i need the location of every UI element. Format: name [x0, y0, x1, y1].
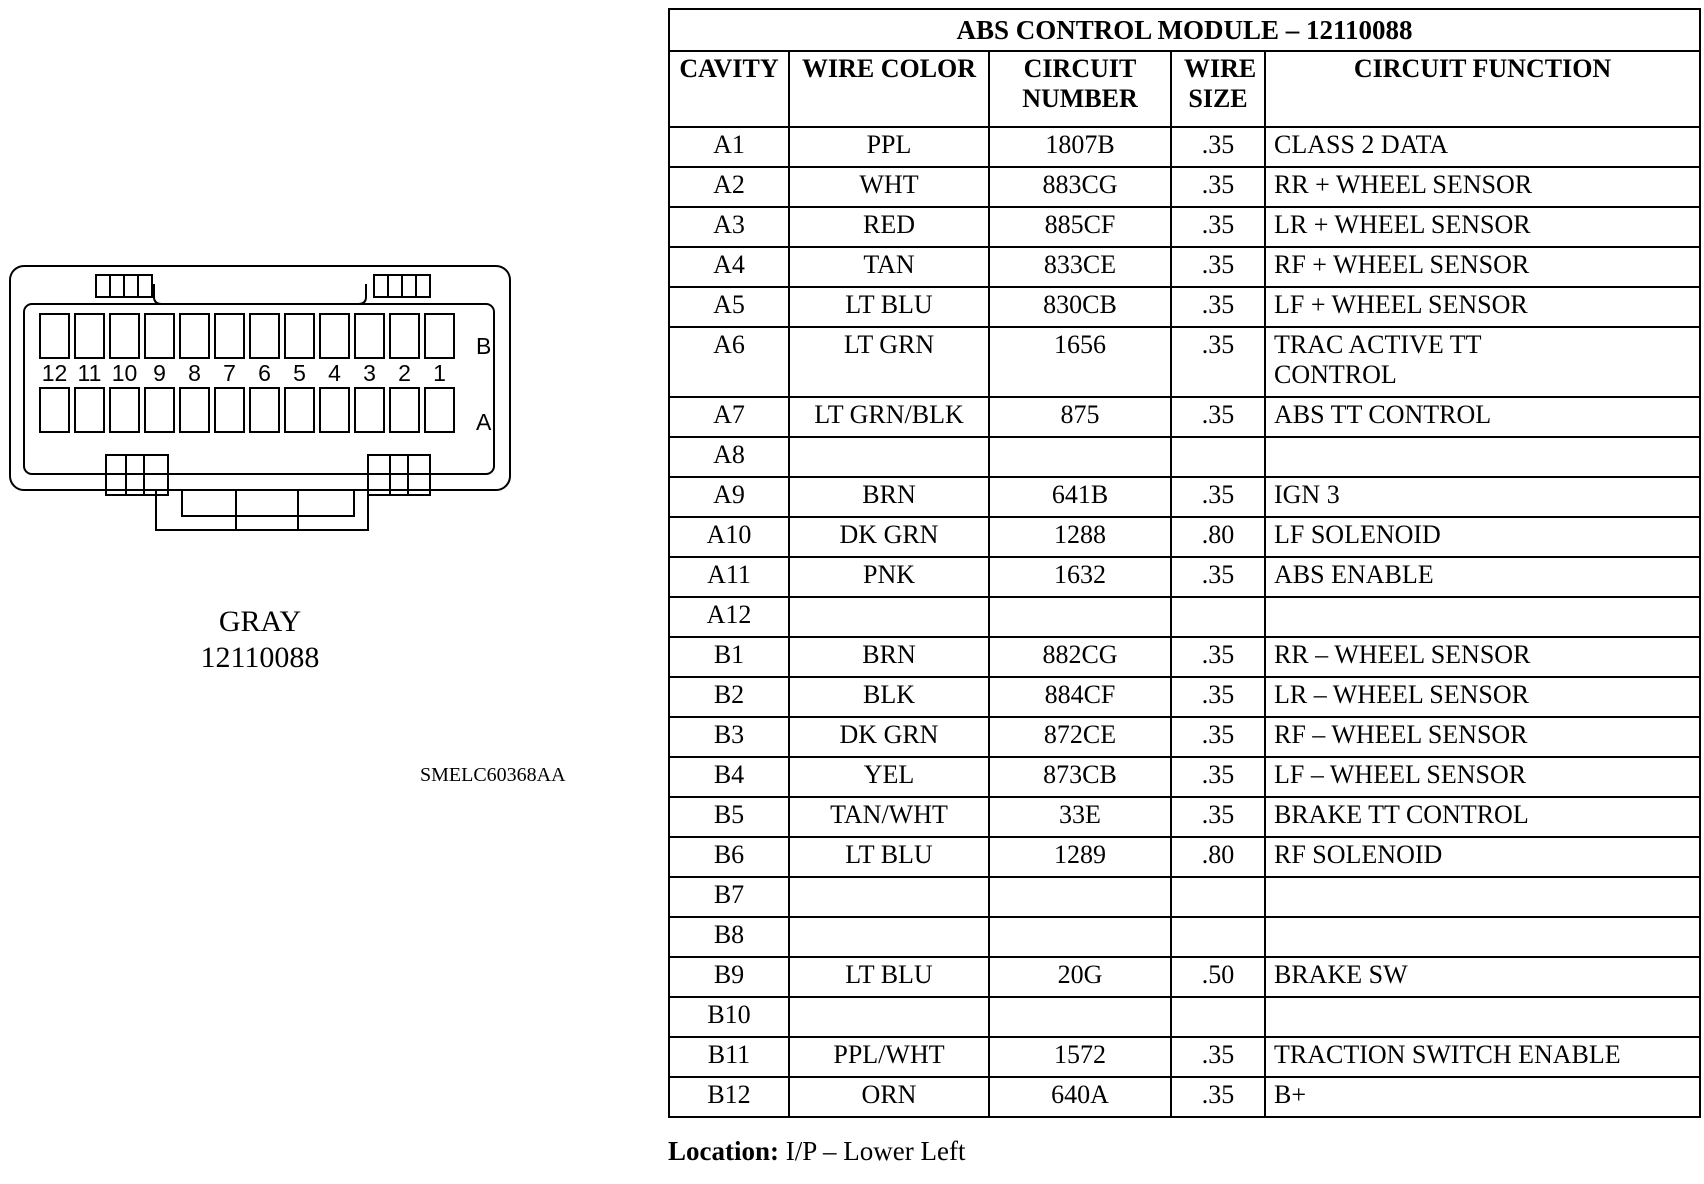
cavity-b	[390, 314, 419, 358]
wire-size-cell	[1171, 917, 1265, 957]
wire-size-cell: .35	[1171, 1077, 1265, 1117]
circuit-number-cell: 885CF	[989, 207, 1171, 247]
wire-color-cell: LT BLU	[789, 957, 989, 997]
wire-size-cell: .35	[1171, 207, 1265, 247]
cavity-cell: A3	[669, 207, 789, 247]
wire-size-cell: .35	[1171, 327, 1265, 397]
pin-number: 2	[398, 360, 411, 386]
circuit-function-cell: LF + WHEEL SENSOR	[1265, 287, 1700, 327]
circuit-function-cell: CLASS 2 DATA	[1265, 127, 1700, 167]
circuit-number-cell: 640A	[989, 1077, 1171, 1117]
circuit-number-cell	[989, 997, 1171, 1037]
circuit-number-cell: 830CB	[989, 287, 1171, 327]
wire-size-cell: .35	[1171, 677, 1265, 717]
cavity-cell: B10	[669, 997, 789, 1037]
header-circuit-number: CIRCUIT NUMBER	[989, 51, 1171, 127]
circuit-function-cell: ABS TT CONTROL	[1265, 397, 1700, 437]
circuit-function-cell: RF SOLENOID	[1265, 837, 1700, 877]
table-row	[669, 477, 1700, 517]
pin-number: 8	[188, 360, 201, 386]
cavity-cell: B3	[669, 717, 789, 757]
cavity-a	[180, 388, 209, 432]
cavity-cell: A11	[669, 557, 789, 597]
cavity-a	[145, 388, 174, 432]
table-row	[669, 837, 1700, 877]
wire-size-cell: .80	[1171, 517, 1265, 557]
connector-diagram	[6, 262, 518, 552]
cavity-b	[320, 314, 349, 358]
wire-color-cell: PNK	[789, 557, 989, 597]
pin-number: 3	[363, 360, 376, 386]
circuit-function-cell	[1265, 877, 1700, 917]
table-row	[669, 997, 1700, 1037]
connector-color: GRAY	[218, 605, 302, 638]
location-label: Location:	[668, 1136, 779, 1166]
circuit-function-cell: LF – WHEEL SENSOR	[1265, 757, 1700, 797]
wire-color-cell: TAN	[789, 247, 989, 287]
cavity-cell: A9	[669, 477, 789, 517]
pinout-table	[668, 8, 1701, 1118]
circuit-number-cell	[989, 877, 1171, 917]
pin-number: 5	[293, 360, 306, 386]
wire-size-cell: .35	[1171, 477, 1265, 517]
wire-color-cell: RED	[789, 207, 989, 247]
wire-size-cell: .35	[1171, 637, 1265, 677]
circuit-function-cell: LR – WHEEL SENSOR	[1265, 677, 1700, 717]
connector-face-drawing	[6, 262, 518, 552]
circuit-number-cell: 1289	[989, 837, 1171, 877]
cavity-b	[40, 314, 69, 358]
cavity-cell: A6	[669, 327, 789, 397]
cavity-cell: B9	[669, 957, 789, 997]
wire-size-cell: .80	[1171, 837, 1265, 877]
wire-size-cell: .35	[1171, 127, 1265, 167]
cavity-b	[110, 314, 139, 358]
wire-size-cell: .35	[1171, 717, 1265, 757]
table-row	[669, 517, 1700, 557]
circuit-function-cell: LR + WHEEL SENSOR	[1265, 207, 1700, 247]
cavity-cell: B2	[669, 677, 789, 717]
circuit-number-cell	[989, 917, 1171, 957]
circuit-function-cell: TRACTION SWITCH ENABLE	[1265, 1037, 1700, 1077]
cavity-a	[250, 388, 279, 432]
cavity-cell: A10	[669, 517, 789, 557]
wire-color-cell: LT BLU	[789, 837, 989, 877]
header-cavity: CAVITY	[669, 51, 789, 127]
header-wire-color: WIRE COLOR	[789, 51, 989, 127]
cavity-a	[390, 388, 419, 432]
table-row	[669, 877, 1700, 917]
wire-size-cell: .35	[1171, 1037, 1265, 1077]
circuit-function-cell	[1265, 917, 1700, 957]
pin-number: 6	[258, 360, 271, 386]
cavity-a	[355, 388, 384, 432]
table-row	[669, 677, 1700, 717]
circuit-function-cell: RF + WHEEL SENSOR	[1265, 247, 1700, 287]
circuit-number-cell: 883CG	[989, 167, 1171, 207]
cavity-b	[250, 314, 279, 358]
circuit-number-cell: 884CF	[989, 677, 1171, 717]
header-row	[669, 51, 1700, 127]
circuit-function-cell: RR + WHEEL SENSOR	[1265, 167, 1700, 207]
table-row	[669, 1037, 1700, 1077]
wire-color-cell	[789, 917, 989, 957]
wire-size-cell: .35	[1171, 287, 1265, 327]
row-a-label: A	[476, 409, 492, 435]
pin-number: 11	[77, 360, 102, 386]
cavity-a	[425, 388, 454, 432]
circuit-function-cell: ABS ENABLE	[1265, 557, 1700, 597]
circuit-function-cell: BRAKE TT CONTROL	[1265, 797, 1700, 837]
table-row	[669, 917, 1700, 957]
circuit-number-cell: 833CE	[989, 247, 1171, 287]
cavity-cell: A5	[669, 287, 789, 327]
wire-color-cell: PPL	[789, 127, 989, 167]
table-title: ABS CONTROL MODULE – 12110088	[669, 9, 1700, 51]
table-row	[669, 397, 1700, 437]
circuit-number-cell: 1632	[989, 557, 1171, 597]
wire-size-cell	[1171, 997, 1265, 1037]
circuit-function-cell: LF SOLENOID	[1265, 517, 1700, 557]
circuit-function-cell	[1265, 997, 1700, 1037]
cavity-cell: A1	[669, 127, 789, 167]
circuit-number-cell: 641B	[989, 477, 1171, 517]
header-wire-size: WIRE SIZE	[1171, 51, 1265, 127]
wire-color-cell	[789, 877, 989, 917]
cavity-cell: B7	[669, 877, 789, 917]
pin-number: 1	[433, 360, 446, 386]
table-row	[669, 637, 1700, 677]
wire-color-cell	[789, 597, 989, 637]
cavity-b	[285, 314, 314, 358]
cavity-b	[215, 314, 244, 358]
circuit-number-cell: 875	[989, 397, 1171, 437]
cavity-cell: B12	[669, 1077, 789, 1117]
circuit-function-cell: B+	[1265, 1077, 1700, 1117]
wire-color-cell: LT GRN	[789, 327, 989, 397]
circuit-number-cell: 873CB	[989, 757, 1171, 797]
wire-size-cell	[1171, 437, 1265, 477]
circuit-function-cell: RF – WHEEL SENSOR	[1265, 717, 1700, 757]
row-b-label: B	[476, 333, 492, 359]
table-row	[669, 207, 1700, 247]
cavity-b	[355, 314, 384, 358]
table-row	[669, 957, 1700, 997]
wire-color-cell: PPL/WHT	[789, 1037, 989, 1077]
cavity-cell: B6	[669, 837, 789, 877]
wire-size-cell: .35	[1171, 757, 1265, 797]
table-row	[669, 327, 1700, 397]
wire-size-cell	[1171, 877, 1265, 917]
cavity-b	[145, 314, 174, 358]
reference-code: SMELC60368AA	[420, 764, 566, 786]
pin-number: 4	[328, 360, 341, 386]
wire-size-cell: .35	[1171, 167, 1265, 207]
wire-color-cell: LT GRN/BLK	[789, 397, 989, 437]
table-row	[669, 757, 1700, 797]
cavity-b	[425, 314, 454, 358]
wire-size-cell: .35	[1171, 797, 1265, 837]
circuit-number-cell: 882CG	[989, 637, 1171, 677]
cavity-b	[180, 314, 209, 358]
wire-color-cell: TAN/WHT	[789, 797, 989, 837]
circuit-number-cell: 33E	[989, 797, 1171, 837]
cavity-cell: A7	[669, 397, 789, 437]
header-circuit-function: CIRCUIT FUNCTION	[1265, 51, 1700, 127]
wire-color-cell: ORN	[789, 1077, 989, 1117]
table-row	[669, 247, 1700, 287]
table-row	[669, 557, 1700, 597]
location-note	[668, 1136, 965, 1167]
cavity-cell: B11	[669, 1037, 789, 1077]
circuit-function-cell: IGN 3	[1265, 477, 1700, 517]
pin-number: 9	[153, 360, 166, 386]
wire-size-cell: .35	[1171, 557, 1265, 597]
cavity-b	[75, 314, 104, 358]
cavity-a	[110, 388, 139, 432]
circuit-function-cell	[1265, 597, 1700, 637]
cavity-a	[320, 388, 349, 432]
cavity-a	[215, 388, 244, 432]
cavity-cell: A12	[669, 597, 789, 637]
circuit-function-cell: BRAKE SW	[1265, 957, 1700, 997]
cavity-cell: A8	[669, 437, 789, 477]
wire-size-cell: .35	[1171, 247, 1265, 287]
table-row	[669, 797, 1700, 837]
table-row	[669, 127, 1700, 167]
circuit-number-cell: 20G	[989, 957, 1171, 997]
wire-size-cell: .35	[1171, 397, 1265, 437]
pin-number: 7	[223, 360, 236, 386]
pin-number: 10	[111, 360, 138, 386]
circuit-number-cell: 1656	[989, 327, 1171, 397]
circuit-number-cell: 872CE	[989, 717, 1171, 757]
cavity-cell: A2	[669, 167, 789, 207]
wire-color-cell: DK GRN	[789, 517, 989, 557]
circuit-number-cell	[989, 437, 1171, 477]
cavity-cell: B8	[669, 917, 789, 957]
circuit-number-cell	[989, 597, 1171, 637]
connector-part-number: 12110088	[200, 641, 320, 674]
circuit-function-cell: RR – WHEEL SENSOR	[1265, 637, 1700, 677]
wire-color-cell: WHT	[789, 167, 989, 207]
table-row	[669, 167, 1700, 207]
wire-color-cell	[789, 997, 989, 1037]
wire-color-cell: LT BLU	[789, 287, 989, 327]
wire-size-cell: .50	[1171, 957, 1265, 997]
cavity-cell: B4	[669, 757, 789, 797]
circuit-number-cell: 1572	[989, 1037, 1171, 1077]
wire-color-cell	[789, 437, 989, 477]
table-row	[669, 437, 1700, 477]
location-value: I/P – Lower Left	[785, 1136, 966, 1166]
circuit-number-cell: 1807B	[989, 127, 1171, 167]
wire-color-cell: YEL	[789, 757, 989, 797]
cavity-a	[285, 388, 314, 432]
wire-size-cell	[1171, 597, 1265, 637]
cavity-cell: A4	[669, 247, 789, 287]
wire-color-cell: BLK	[789, 677, 989, 717]
circuit-number-cell: 1288	[989, 517, 1171, 557]
cavity-a	[40, 388, 69, 432]
circuit-function-cell: TRAC ACTIVE TT CONTROL	[1265, 327, 1700, 397]
table-row	[669, 1077, 1700, 1117]
table-row	[669, 717, 1700, 757]
pin-number: 12	[41, 360, 68, 386]
table-row	[669, 597, 1700, 637]
wire-color-cell: BRN	[789, 637, 989, 677]
wire-color-cell: BRN	[789, 477, 989, 517]
cavity-a	[75, 388, 104, 432]
cavity-cell: B1	[669, 637, 789, 677]
table-row	[669, 287, 1700, 327]
circuit-function-cell	[1265, 437, 1700, 477]
wire-color-cell: DK GRN	[789, 717, 989, 757]
cavity-cell: B5	[669, 797, 789, 837]
